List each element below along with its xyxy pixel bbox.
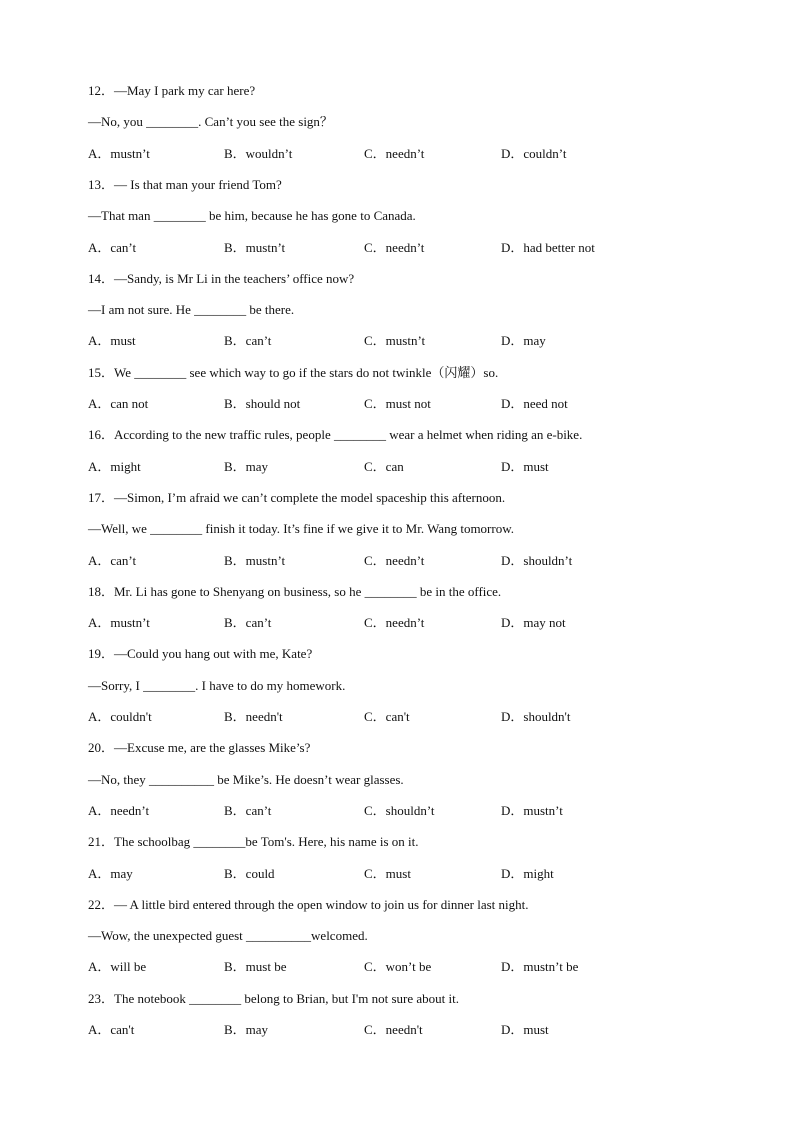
question-response: —No, they __________ be Mike’s. He doesn’t wear glasses. (88, 771, 404, 787)
answer-options (88, 459, 708, 475)
answer-options (88, 803, 708, 819)
option-d[interactable]: D．mustn’t be (501, 959, 579, 975)
answer-options (88, 615, 708, 631)
question-stem: 22．— A little bird entered through the open window to join us for dinner last night. (88, 896, 529, 912)
option-d[interactable]: D．mustn’t (501, 802, 563, 818)
question-response: —No, you ________. Can’t you see the sign？ (88, 114, 333, 130)
option-b[interactable]: B．can’t (224, 333, 272, 349)
option-b[interactable]: B．wouldn’t (224, 145, 293, 161)
option-d[interactable]: D．shouldn't (501, 709, 571, 724)
option-a[interactable]: A．mustn’t (88, 145, 150, 161)
answer-options (88, 396, 708, 412)
answer-options (88, 866, 708, 882)
answer-options (88, 553, 708, 569)
question-stem: 18．Mr. Li has gone to Shenyang on business, so he ________ be in the office. (88, 583, 502, 599)
option-b[interactable]: B．may (224, 458, 269, 474)
option-a[interactable]: A．may (88, 865, 133, 881)
answer-options (88, 1022, 708, 1038)
option-a[interactable]: A．needn’t (88, 802, 150, 818)
option-b[interactable]: B．can’t (224, 802, 272, 818)
answer-options (88, 240, 708, 256)
option-d[interactable]: D．must (501, 1022, 549, 1037)
question-stem: 14．—Sandy, is Mr Li in the teachers’ office now? (88, 270, 355, 286)
option-c[interactable]: C．won’t be (364, 959, 432, 975)
question-stem: 19．—Could you hang out with me, Kate? (88, 646, 313, 662)
question-stem: 16．According to the new traffic rules, people ________ wear a helmet when riding an e-bike. (88, 427, 583, 443)
option-c[interactable]: C．shouldn’t (364, 802, 435, 818)
option-a[interactable]: A．might (88, 458, 141, 474)
option-c[interactable]: C．mustn’t (364, 333, 426, 349)
option-c[interactable]: C．needn’t (364, 615, 425, 631)
option-b[interactable]: B．could (224, 865, 275, 881)
option-b[interactable]: B．mustn’t (224, 239, 286, 255)
answer-options (88, 333, 708, 349)
question-stem: 12．—May I park my car here? (88, 83, 256, 98)
option-d[interactable]: D．couldn’t (501, 145, 567, 161)
option-c[interactable]: C．needn’t (364, 145, 425, 161)
question-response: —That man ________ be him, because he has gone to Canada. (88, 208, 416, 224)
option-d[interactable]: D．may not (501, 615, 566, 631)
option-b[interactable]: B．may (224, 1022, 269, 1037)
option-a[interactable]: A．will be (88, 959, 147, 975)
option-c[interactable]: C．must not (364, 396, 431, 411)
question-response: —I am not sure. He ________ be there. (88, 302, 295, 318)
option-c[interactable]: C．must (364, 865, 411, 881)
question-stem: 20．—Excuse me, are the glasses Mike’s? (88, 740, 311, 756)
option-a[interactable]: A．couldn't (88, 709, 152, 724)
question-stem: 17．—Simon, I’m afraid we can’t complete the model spaceship this afternoon. (88, 489, 506, 505)
question-response: —Well, we ________ finish it today. It’s fine if we give it to Mr. Wang tomorrow. (88, 521, 515, 537)
answer-options (88, 959, 708, 975)
question-stem: 15．We ________ see which way to go if the stars do not twinkle（闪耀）so. (88, 364, 499, 380)
question-stem: 23．The notebook ________ belong to Brian, but I'm not sure about it. (88, 990, 459, 1006)
option-d[interactable]: D．might (501, 865, 554, 881)
question-stem: 21．The schoolbag ________be Tom's. Here, his name is on it. (88, 834, 419, 850)
option-b[interactable]: B．can’t (224, 615, 272, 631)
option-b[interactable]: B．should not (224, 396, 301, 411)
option-a[interactable]: A．can’t (88, 239, 137, 255)
option-d[interactable]: D．shouldn’t (501, 552, 573, 568)
option-b[interactable]: B．mustn’t (224, 552, 286, 568)
option-b[interactable]: B．needn't (224, 709, 283, 724)
option-c[interactable]: C．can't (364, 709, 410, 724)
option-a[interactable]: A．can not (88, 396, 149, 411)
option-a[interactable]: A．can't (88, 1022, 135, 1037)
option-a[interactable]: A．can’t (88, 552, 137, 568)
question-response: —Sorry, I ________. I have to do my homework. (88, 677, 346, 693)
option-d[interactable]: D．had better not (501, 239, 595, 255)
option-b[interactable]: B．must be (224, 959, 287, 975)
option-d[interactable]: D．may (501, 333, 546, 349)
option-a[interactable]: A．mustn’t (88, 615, 150, 631)
question-response: —Wow, the unexpected guest __________welcomed. (88, 928, 368, 944)
option-c[interactable]: C．needn't (364, 1022, 423, 1037)
option-c[interactable]: C．needn’t (364, 552, 425, 568)
answer-options (88, 709, 708, 725)
question-stem: 13．— Is that man your friend Tom? (88, 176, 282, 192)
option-c[interactable]: C．can (364, 458, 404, 474)
answer-options (88, 146, 708, 162)
option-c[interactable]: C．needn’t (364, 239, 425, 255)
option-d[interactable]: D．must (501, 458, 549, 474)
option-d[interactable]: D．need not (501, 396, 568, 411)
option-a[interactable]: A．must (88, 333, 136, 349)
